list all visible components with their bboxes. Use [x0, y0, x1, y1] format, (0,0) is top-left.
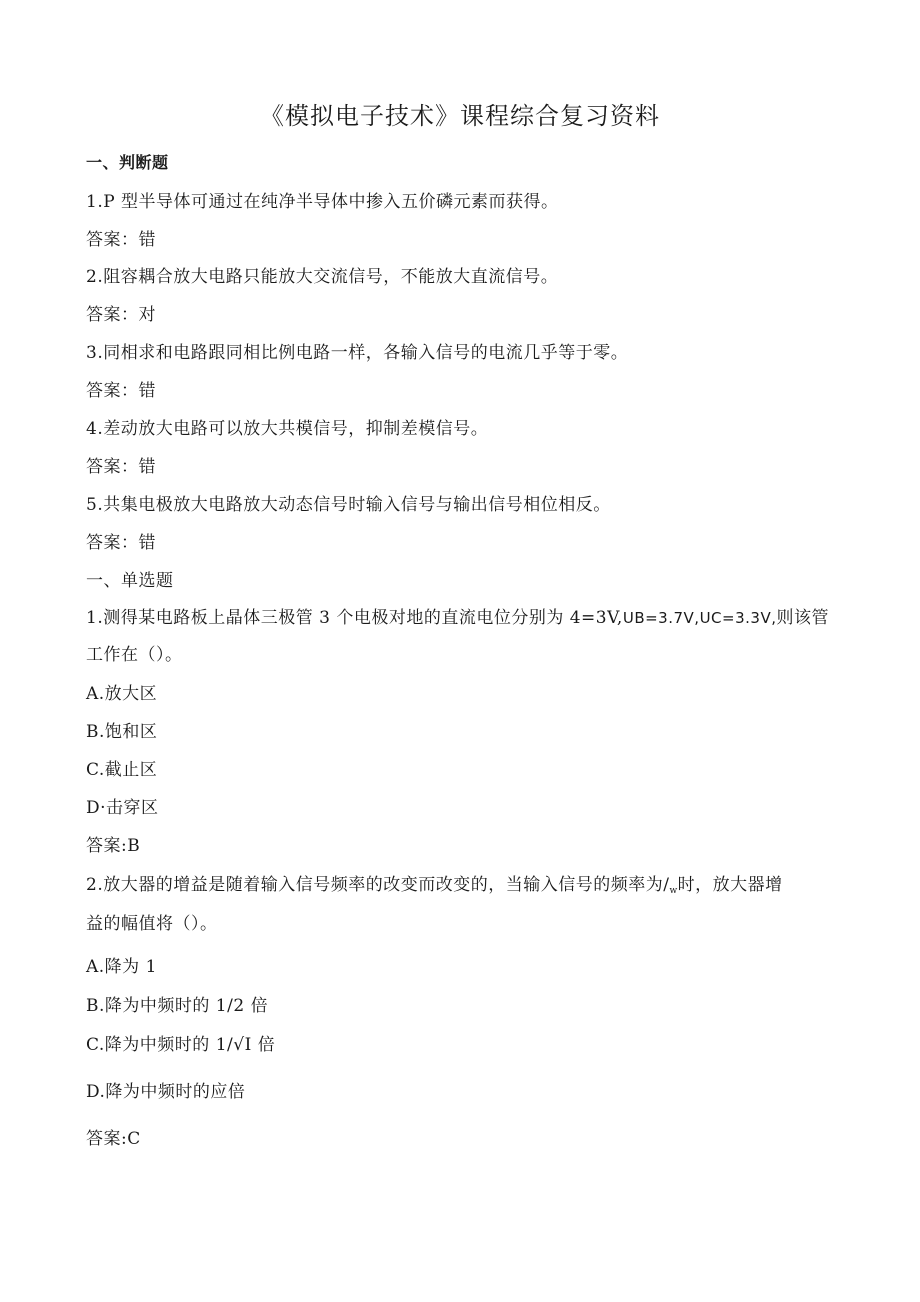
question-text: 5.共集电极放大电路放大动态信号时输入信号与输出信号相位相反。 — [86, 495, 611, 515]
question-text: 益的幅值将（）。 — [86, 914, 218, 934]
question-part: UB=3.7V,UC=3.3V, — [622, 609, 777, 627]
section-heading-single-choice: 一、单选题 — [86, 571, 174, 591]
option-text: B.降为中频时的 1/2 倍 — [86, 996, 269, 1016]
question-text: 2.阻容耦合放大电路只能放大交流信号，不能放大直流信号。 — [86, 267, 559, 287]
answer-text: 答案:B — [86, 836, 141, 856]
answer-text: 答案：错 — [86, 457, 156, 477]
option-text: C.截止区 — [86, 760, 158, 780]
answer-text: 答案：错 — [86, 230, 156, 250]
question-text: 4.差动放大电路可以放大共模信号，抑制差模信号。 — [86, 419, 489, 439]
option-text: B.饱和区 — [86, 722, 158, 742]
question-subscript: w — [669, 886, 678, 896]
section-heading-judgement: 一、判断题 — [86, 153, 169, 172]
answer-text: 答案：错 — [86, 381, 156, 401]
question-text: 1.P 型半导体可通过在纯净半导体中掺入五价磷元素而获得。 — [86, 192, 559, 212]
question-text — [86, 603, 829, 628]
option-text: A.降为 1 — [86, 957, 157, 977]
option-text: D.降为中频时的应倍 — [86, 1082, 246, 1102]
question-part: 则该管 — [776, 608, 829, 628]
question-part: 1.测得某电路板上晶体三极管 3 个电极对地的直流电位分别为 4=3V, — [86, 608, 623, 628]
answer-text: 答案:C — [86, 1129, 141, 1149]
question-text: 工作在（）。 — [86, 645, 183, 665]
question-part: 2.放大器的增益是随着输入信号频率的改变而改变的，当输入信号的频率为/ — [86, 875, 670, 895]
question-text — [86, 870, 783, 896]
question-text: 3.同相求和电路跟同相比例电路一样，各输入信号的电流几乎等于零。 — [86, 343, 629, 363]
option-text: C.降为中频时的 1/√I 倍 — [86, 1035, 276, 1055]
option-text: D·击穿区 — [86, 798, 159, 818]
question-part: 时，放大器增 — [677, 875, 783, 895]
answer-text: 答案：对 — [86, 305, 156, 325]
answer-text: 答案：错 — [86, 533, 156, 553]
option-text: A.放大区 — [86, 684, 158, 704]
page-title: 《模拟电子技术》课程综合复习资料 — [260, 102, 660, 130]
